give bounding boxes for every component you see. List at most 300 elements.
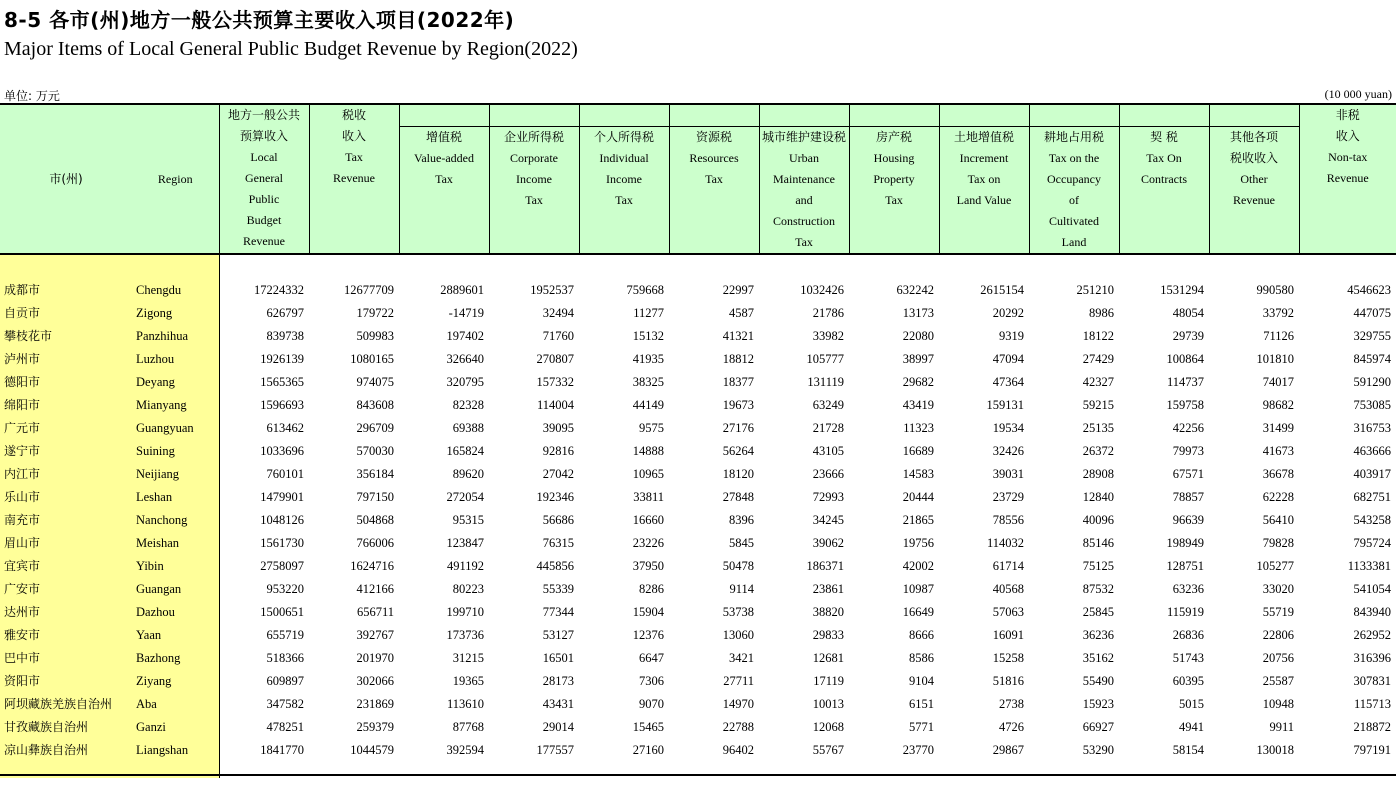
region-name-en: Yaan [132,624,219,647]
value-cell: 114737 [1166,375,1204,389]
city-name-cn: 甘孜藏族自治州 [0,716,132,739]
value-cell: 131119 [807,375,844,389]
value-cell: 89620 [452,467,484,481]
value-cell: 21865 [902,513,934,527]
value-cell: 2889601 [440,283,484,297]
value-cell: 20292 [992,306,1024,320]
value-cell: 8396 [729,513,754,527]
table-row [0,463,1396,486]
city-name-cn: 绵阳市 [0,394,132,417]
value-cell: -14719 [448,306,484,320]
value-cell: 412166 [356,582,394,596]
value-cell: 130018 [1256,743,1294,757]
header-region: Region [132,104,219,254]
value-cell: 392594 [446,743,484,757]
value-cell: 43431 [542,697,574,711]
header-resources-tax [669,104,759,254]
value-cell: 57063 [992,605,1024,619]
value-cell: 100864 [1166,352,1204,366]
region-name-en: Dazhou [132,601,219,624]
table-row [0,555,1396,578]
value-cell: 797150 [356,490,394,504]
region-name-en: Meishan [132,532,219,555]
value-cell: 392767 [356,628,394,642]
value-cell: 27042 [542,467,574,481]
city-name-cn: 攀枝花市 [0,325,132,348]
value-cell: 9070 [639,697,664,711]
table-row [0,486,1396,509]
value-cell: 18120 [722,467,754,481]
header-local-revenue [219,104,309,254]
value-cell: 39095 [542,421,574,435]
header-line: Revenue [1326,171,1369,185]
header-urban-tax [759,104,849,254]
city-name-cn: 遂宁市 [0,440,132,463]
value-cell: 198949 [1166,536,1204,550]
value-cell: 262952 [1353,628,1391,642]
value-cell: 326640 [446,352,484,366]
value-cell: 115713 [1353,697,1391,711]
value-cell: 16689 [902,444,934,458]
value-cell: 78857 [1172,490,1204,504]
header-line: Increment [959,151,1009,165]
value-cell: 34245 [812,513,844,527]
header-corporate-tax [489,104,579,254]
header-line: 地方一般公共 [227,108,300,122]
header-line: Non-tax [1328,150,1368,164]
value-cell: 753085 [1353,398,1391,412]
value-cell: 61714 [992,559,1024,573]
value-cell: 36678 [1262,467,1294,481]
value-cell: 6151 [909,697,934,711]
value-cell: 16660 [632,513,664,527]
header-line: General [245,171,283,185]
header-line: Contracts [1141,172,1187,186]
value-cell: 259379 [356,720,394,734]
region-name-en: Neijiang [132,463,219,486]
value-cell: 80223 [452,582,484,596]
value-cell: 35162 [1082,651,1114,665]
table-row [0,739,1396,762]
value-cell: 186371 [806,559,844,573]
value-cell: 990580 [1256,283,1294,297]
header-line: 土地增值税 [940,126,1029,148]
value-cell: 316396 [1353,651,1391,665]
value-cell: 192346 [536,490,574,504]
header-line: Income [516,172,552,186]
header-line: Tax on [967,172,1001,186]
value-cell: 491192 [446,559,484,573]
value-cell: 9114 [729,582,754,596]
value-cell: 50478 [722,559,754,573]
value-cell: 29682 [902,375,934,389]
value-cell: 8586 [909,651,934,665]
value-cell: 67571 [1172,467,1204,481]
header-line: Tax [705,172,723,186]
header-land-value-tax [939,104,1029,254]
value-cell: 32426 [992,444,1024,458]
value-cell: 21786 [812,306,844,320]
value-cell: 25587 [1262,674,1294,688]
value-cell: 4546623 [1347,283,1391,297]
value-cell: 974075 [356,375,394,389]
city-name-cn: 乐山市 [0,486,132,509]
city-name-cn: 雅安市 [0,624,132,647]
value-cell: 463666 [1353,444,1391,458]
region-name-en: Liangshan [132,739,219,762]
value-cell: 14583 [902,467,934,481]
value-cell: 63249 [812,398,844,412]
value-cell: 44149 [632,398,664,412]
table-row [0,440,1396,463]
header-line: Land [1061,235,1087,249]
header-line: and [795,193,813,207]
header-occupancy-tax [1029,104,1119,254]
header-line: 其他各项 [1210,126,1299,148]
value-cell: 543258 [1353,513,1391,527]
value-cell: 509983 [356,329,394,343]
value-cell: 23666 [812,467,844,481]
value-cell: 79973 [1172,444,1204,458]
region-name-en: Ziyang [132,670,219,693]
header-line: Other [1240,172,1268,186]
header-line: Tax On [1146,151,1182,165]
value-cell: 38820 [812,605,844,619]
city-name-cn: 德阳市 [0,371,132,394]
value-cell: 177557 [536,743,574,757]
value-cell: 199710 [446,605,484,619]
value-cell: 15258 [992,651,1024,665]
value-cell: 329755 [1353,329,1391,343]
value-cell: 197402 [446,329,484,343]
value-cell: 609897 [266,674,304,688]
value-cell: 18122 [1082,329,1114,343]
value-cell: 347582 [266,697,304,711]
value-cell: 12677709 [344,283,394,297]
table-row [0,578,1396,601]
city-name-cn: 巴中市 [0,647,132,670]
city-name-cn: 眉山市 [0,532,132,555]
value-cell: 51743 [1172,651,1204,665]
table-row [0,647,1396,670]
value-cell: 71126 [1263,329,1294,343]
value-cell: 8666 [909,628,934,642]
header-line: 资源税 [670,126,759,148]
value-cell: 10013 [812,697,844,711]
header-other-revenue [1209,104,1299,254]
region-name-en: Panzhihua [132,325,219,348]
value-cell: 38325 [632,375,664,389]
value-cell: 9104 [909,674,934,688]
value-cell: 11323 [903,421,934,435]
table-body [0,254,1396,778]
page-title-en: Major Items of Local General Public Budget Revenue by Region(2022) [4,38,578,60]
value-cell: 16649 [902,605,934,619]
value-cell: 3421 [729,651,754,665]
city-name-cn: 成都市 [0,279,132,302]
value-cell: 2758097 [260,559,304,573]
header-contracts-tax [1119,104,1209,254]
header-line: 非税 [1335,108,1360,122]
header-city: 市(州) [0,104,132,254]
value-cell: 87768 [452,720,484,734]
region-name-en: Aba [132,693,219,716]
table-row [0,509,1396,532]
value-cell: 43419 [902,398,934,412]
value-cell: 1841770 [260,743,304,757]
header-line: Budget [246,213,282,227]
value-cell: 79828 [1262,536,1294,550]
header-line: 房产税 [850,126,939,148]
value-cell: 1080165 [350,352,394,366]
value-cell: 15465 [632,720,664,734]
value-cell: 19673 [722,398,754,412]
value-cell: 29867 [992,743,1024,757]
city-name-cn: 达州市 [0,601,132,624]
value-cell: 655719 [266,628,304,642]
value-cell: 58154 [1172,743,1204,757]
value-cell: 101810 [1256,352,1294,366]
value-cell: 21728 [812,421,844,435]
value-cell: 270807 [536,352,574,366]
value-cell: 66927 [1082,720,1114,734]
city-name-cn: 凉山彝族自治州 [0,739,132,762]
value-cell: 115919 [1166,605,1204,619]
unit-label-en: (10 000 yuan) [1324,87,1392,101]
value-cell: 632242 [896,283,934,297]
value-cell: 1500651 [260,605,304,619]
header-line: Maintenance [773,172,835,186]
value-cell: 19534 [992,421,1024,435]
value-cell: 27429 [1082,352,1114,366]
region-name-en: Zigong [132,302,219,325]
header-line: Revenue [333,171,375,185]
value-cell: 27160 [632,743,664,757]
region-name-en: Guangan [132,578,219,601]
header-line: Tax [615,193,633,207]
table-row [0,693,1396,716]
value-cell: 98682 [1262,398,1294,412]
value-cell: 296709 [356,421,394,435]
header-line: 耕地占用税 [1030,126,1119,148]
value-cell: 39031 [992,467,1024,481]
value-cell: 447075 [1353,306,1391,320]
value-cell: 23770 [902,743,934,757]
value-cell: 113610 [446,697,484,711]
value-cell: 541054 [1353,582,1391,596]
value-cell: 504868 [356,513,394,527]
region-name-en: Yibin [132,555,219,578]
value-cell: 1048126 [260,513,304,527]
header-line: Income [606,172,642,186]
header-line: 个人所得税 [580,126,669,148]
city-name-cn: 宜宾市 [0,555,132,578]
value-cell: 23861 [812,582,844,596]
table-row [0,624,1396,647]
value-cell: 1926139 [260,352,304,366]
value-cell: 51816 [992,674,1024,688]
value-cell: 173736 [446,628,484,642]
value-cell: 14888 [632,444,664,458]
city-name-cn: 资阳市 [0,670,132,693]
header-line: Tax [435,172,453,186]
value-cell: 12376 [632,628,664,642]
value-cell: 33792 [1262,306,1294,320]
table-row [0,302,1396,325]
value-cell: 159131 [986,398,1024,412]
value-cell: 5845 [729,536,754,550]
value-cell: 38997 [902,352,934,366]
value-cell: 5771 [909,720,934,734]
value-cell: 795724 [1353,536,1391,550]
value-cell: 7306 [639,674,664,688]
city-name-cn: 阿坝藏族羌族自治州 [0,693,132,716]
value-cell: 9575 [639,421,664,435]
value-cell: 25845 [1082,605,1114,619]
value-cell: 2615154 [980,283,1024,297]
value-cell: 55719 [1262,605,1294,619]
value-cell: 18812 [722,352,754,366]
value-cell: 1565365 [260,375,304,389]
value-cell: 759668 [626,283,664,297]
value-cell: 2738 [999,697,1024,711]
value-cell: 40096 [1082,513,1114,527]
value-cell: 165824 [446,444,484,458]
value-cell: 36236 [1082,628,1114,642]
value-cell: 29739 [1172,329,1204,343]
header-line: Resources [689,151,739,165]
value-cell: 18377 [722,375,754,389]
header-line: Construction [773,214,835,228]
header-housing-tax [849,104,939,254]
header-line: of [1069,193,1079,207]
value-cell: 1133381 [1347,559,1391,573]
value-cell: 22788 [722,720,754,734]
header-line: Cultivated [1049,214,1099,228]
header-line: Public [248,192,280,206]
value-cell: 28173 [542,674,574,688]
value-cell: 62228 [1262,490,1294,504]
value-cell: 307831 [1353,674,1391,688]
value-cell: 17119 [813,674,844,688]
value-cell: 656711 [356,605,394,619]
value-cell: 159758 [1166,398,1204,412]
value-cell: 72993 [812,490,844,504]
value-cell: 845974 [1353,352,1391,366]
value-cell: 69388 [452,421,484,435]
value-cell: 10948 [1262,697,1294,711]
value-cell: 60395 [1172,674,1204,688]
header-line: Property [873,172,915,186]
value-cell: 53290 [1082,743,1114,757]
region-name-en: Suining [132,440,219,463]
region-name-en: Mianyang [132,394,219,417]
value-cell: 59215 [1082,398,1114,412]
value-cell: 43105 [812,444,844,458]
value-cell: 105777 [806,352,844,366]
value-cell: 272054 [446,490,484,504]
table-row [0,417,1396,440]
value-cell: 626797 [266,306,304,320]
region-name-en: Ganzi [132,716,219,739]
value-cell: 15904 [632,605,664,619]
value-cell: 40568 [992,582,1024,596]
value-cell: 23729 [992,490,1024,504]
table-row [0,371,1396,394]
table-header [0,104,1396,254]
value-cell: 10965 [632,467,664,481]
value-cell: 92816 [542,444,574,458]
value-cell: 33020 [1262,582,1294,596]
header-line: Occupancy [1047,172,1101,186]
value-cell: 11277 [633,306,664,320]
header-nontax-revenue [1299,104,1396,254]
value-cell: 78556 [992,513,1024,527]
value-cell: 56410 [1262,513,1294,527]
region-name-en: Nanchong [132,509,219,532]
value-cell: 570030 [356,444,394,458]
value-cell: 1033696 [260,444,304,458]
value-cell: 63236 [1172,582,1204,596]
header-line: Land Value [956,193,1012,207]
value-cell: 47094 [992,352,1024,366]
value-cell: 27176 [722,421,754,435]
city-name-cn: 广元市 [0,417,132,440]
header-line: 契 税 [1120,126,1209,148]
region-name-en: Leshan [132,486,219,509]
value-cell: 356184 [356,467,394,481]
value-cell: 25135 [1082,421,1114,435]
value-cell: 179722 [356,306,394,320]
value-cell: 123847 [446,536,484,550]
header-line: Tax [345,150,363,164]
header-line: Revenue [243,234,285,248]
value-cell: 29833 [812,628,844,642]
value-cell: 15923 [1082,697,1114,711]
value-cell: 28908 [1082,467,1114,481]
value-cell: 1479901 [260,490,304,504]
value-cell: 20444 [902,490,934,504]
value-cell: 1596693 [260,398,304,412]
region-name-en: Deyang [132,371,219,394]
value-cell: 613462 [266,421,304,435]
value-cell: 33811 [633,490,664,504]
header-vat [399,104,489,254]
value-cell: 47364 [992,375,1024,389]
value-cell: 478251 [266,720,304,734]
value-cell: 302066 [356,674,394,688]
value-cell: 12840 [1082,490,1114,504]
value-cell: 6647 [639,651,664,665]
header-line: 城市维护建设税 [760,126,849,148]
value-cell: 14970 [722,697,754,711]
value-cell: 55767 [812,743,844,757]
header-line: Value-added [414,151,474,165]
table-row [0,279,1396,302]
unit-label-cn: 单位: 万元 [4,89,60,103]
value-cell: 56264 [722,444,754,458]
value-cell: 5015 [1179,697,1204,711]
value-cell: 95315 [452,513,484,527]
value-cell: 128751 [1166,559,1204,573]
value-cell: 797191 [1353,743,1391,757]
table-row [0,532,1396,555]
value-cell: 157332 [536,375,574,389]
value-cell: 953220 [266,582,304,596]
value-cell: 96402 [722,743,754,757]
value-cell: 42002 [902,559,934,573]
header-line: 收入 [341,129,366,143]
